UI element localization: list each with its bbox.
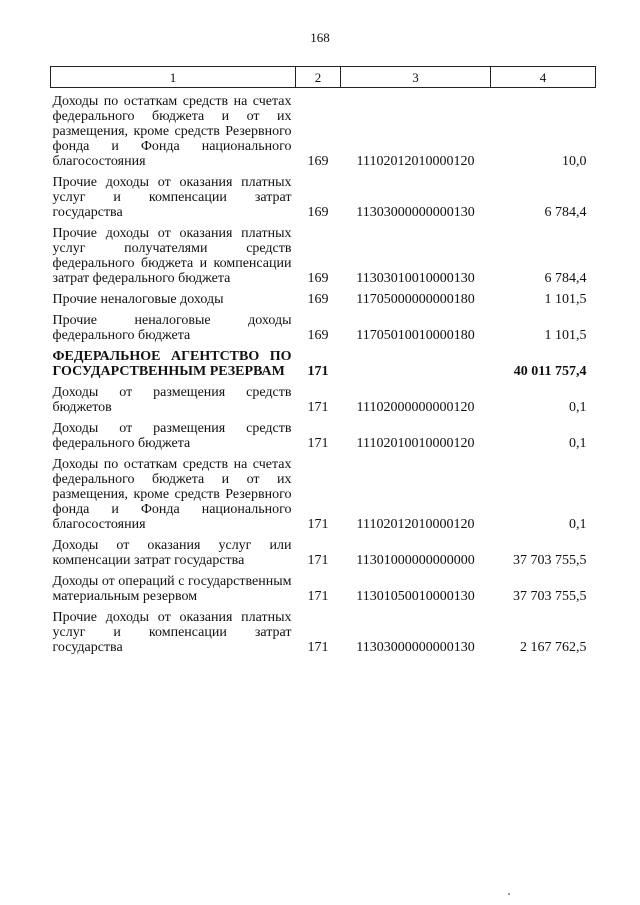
row-budget-code: 11102000000000120 [356, 400, 475, 415]
row-amount: 0,1 [569, 517, 587, 532]
table-row [51, 379, 596, 415]
row-name: Доходы по остаткам средств на счетах федерального бюджета и от их размещения, кроме средств Резервного фонда и Фонда национального благосостояния [52, 94, 292, 169]
row-name: Доходы от операций с государственным материальным резервом [52, 574, 292, 604]
row-admin-code: 169 [307, 271, 329, 286]
table-header [51, 67, 596, 88]
table-row [51, 532, 596, 568]
row-amount: 1 101,5 [544, 292, 587, 307]
row-budget-code: 11303010010000130 [356, 271, 475, 286]
row-budget-code: 11705010010000180 [356, 328, 475, 343]
row-amount: 0,1 [569, 436, 587, 451]
row-admin-code: 171 [307, 517, 329, 532]
table-row [51, 169, 596, 220]
table-row [51, 451, 596, 532]
row-budget-code: 11303000000000130 [356, 640, 475, 655]
table-row [51, 415, 596, 451]
header-col-2: 2 [296, 67, 341, 88]
row-admin-code: 171 [307, 640, 329, 655]
scan-mark [508, 893, 510, 895]
row-budget-code: 11303000000000130 [356, 205, 475, 220]
row-amount: 37 703 755,5 [513, 553, 587, 568]
row-name: ФЕДЕРАЛЬНОЕ АГЕНТСТВО ПО ГОСУДАРСТВЕННЫМ РЕЗЕРВАМ [52, 349, 292, 379]
table-row [51, 220, 596, 286]
row-name: Прочие неналоговые доходы [52, 292, 224, 307]
row-budget-code: 11705000000000180 [356, 292, 475, 307]
table-row [51, 568, 596, 604]
row-amount: 0,1 [569, 400, 587, 415]
row-admin-code: 169 [307, 328, 329, 343]
row-amount: 10,0 [562, 154, 587, 169]
row-budget-code [341, 343, 491, 379]
row-admin-code: 169 [307, 292, 329, 307]
row-budget-code: 11102010010000120 [356, 436, 475, 451]
row-budget-code: 11301000000000000 [356, 553, 475, 568]
row-admin-code: 171 [307, 400, 329, 415]
row-amount: 37 703 755,5 [513, 589, 587, 604]
table-row [51, 307, 596, 343]
row-name: Прочие неналоговые доходы федерального бюджета [52, 313, 292, 343]
table-body [51, 88, 596, 656]
row-name: Доходы от размещения средств федерального бюджета [52, 421, 292, 451]
header-col-3: 3 [341, 67, 491, 88]
row-admin-code: 171 [307, 553, 329, 568]
row-budget-code: 11102012010000120 [356, 517, 475, 532]
row-admin-code: 169 [307, 205, 329, 220]
header-row [51, 67, 596, 88]
header-col-1: 1 [51, 67, 296, 88]
table-row [51, 88, 596, 170]
table-row [51, 286, 596, 307]
row-name: Доходы от оказания услуг или компенсации затрат государства [52, 538, 292, 568]
row-amount: 1 101,5 [544, 328, 587, 343]
row-amount: 2 167 762,5 [520, 640, 587, 655]
table-row [51, 343, 596, 379]
row-name: Прочие доходы от оказания платных услуг и компенсации затрат государства [52, 175, 292, 220]
row-amount: 6 784,4 [544, 205, 587, 220]
header-col-4: 4 [491, 67, 596, 88]
row-admin-code: 169 [307, 154, 329, 169]
row-admin-code: 171 [307, 364, 329, 379]
row-name: Доходы по остаткам средств на счетах федерального бюджета и от их размещения, кроме средств Резервного фонда и Фонда национального благосостояния [52, 457, 292, 532]
row-admin-code: 171 [307, 436, 329, 451]
row-admin-code: 171 [307, 589, 329, 604]
row-budget-code: 11301050010000130 [356, 589, 475, 604]
row-amount: 40 011 757,4 [513, 364, 587, 379]
table-row [51, 604, 596, 655]
row-budget-code: 11102012010000120 [356, 154, 475, 169]
row-name: Прочие доходы от оказания платных услуг получателями средств федерального бюджета и компенсации затрат федерального бюджета [52, 226, 292, 286]
row-amount: 6 784,4 [544, 271, 587, 286]
budget-table [50, 66, 596, 655]
row-name: Доходы от размещения средств бюджетов [52, 385, 292, 415]
page-number: 168 [310, 30, 330, 45]
row-name: Прочие доходы от оказания платных услуг и компенсации затрат государства [52, 610, 292, 655]
